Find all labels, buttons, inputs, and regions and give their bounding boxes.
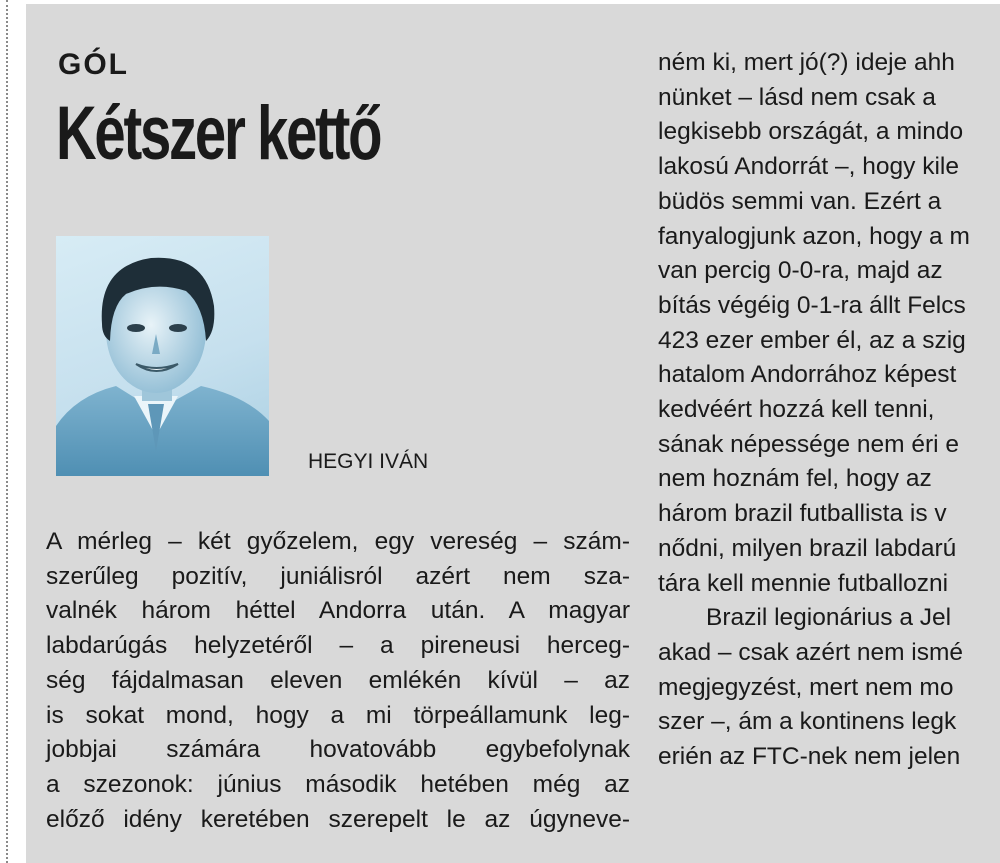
column-panel: [26, 4, 1000, 863]
body-line: kedvéért hozzá kell tenni,: [658, 396, 935, 424]
body-column-right: [658, 46, 1000, 775]
author-photo: [56, 236, 269, 476]
body-line: nünket – lásd nem csak a: [658, 83, 936, 111]
body-line: hatalom Andorrához képest: [658, 361, 957, 389]
body-line: sának népessége nem éri e: [658, 430, 959, 458]
body-line: ném ki, mert jó(?) ideje ahh: [658, 49, 955, 76]
body-line: legkisebb országát, a mindo: [658, 118, 964, 146]
author-byline: HEGYI IVÁN: [308, 450, 429, 473]
dotted-column-divider: [6, 0, 8, 863]
body-line: nem hoznám fel, hogy az: [658, 465, 932, 493]
body-line: van percig 0-0-ra, majd az: [658, 257, 943, 285]
body-line: nődni, milyen brazil labdarú: [658, 534, 957, 562]
body-line: büdös semmi van. Ezért a: [658, 187, 942, 215]
body-line: szer –, ám a kontinens legk: [658, 708, 957, 736]
body-line: előző idény keretében szerepelt le az úgyneve-: [46, 805, 630, 833]
body-line: tára kell mennie futballozni: [658, 569, 949, 597]
body-line: három brazil futballista is v: [658, 500, 947, 528]
body-line: erién az FTC-nek nem jelen: [658, 743, 961, 771]
body-line: labdarúgás helyzetéről – a pireneusi herceg-: [46, 632, 630, 660]
body-column-left: [46, 525, 630, 837]
body-line: jobbjai számára hovatovább egybefolynak: [46, 736, 630, 764]
body-line: lakosú Andorrát –, hogy kile: [658, 153, 959, 181]
body-line: valnék három héttel Andorra után. A magyar: [46, 597, 630, 625]
body-line: szerűleg pozitív, juniálisról azért nem sza-: [46, 562, 630, 590]
body-line: Brazil legionárius a Jel: [706, 604, 952, 632]
body-line: ség fájdalmasan eleven emlékén kívül – az: [46, 666, 630, 694]
body-line: is sokat mond, hogy a mi törpeállamunk leg-: [46, 701, 630, 729]
body-line: fanyalogjunk azon, hogy a m: [658, 222, 970, 250]
body-line: a szezonok: június második hetében még az: [46, 770, 630, 798]
headline: Kétszer kettő: [56, 91, 381, 176]
body-line: akad – csak azért nem ismé: [658, 638, 964, 666]
body-line: 423 ezer ember él, az a szig: [658, 326, 966, 354]
author-portrait-image: [56, 236, 269, 476]
section-kicker: GÓL: [58, 48, 129, 81]
body-line: megjegyzést, mert nem mo: [658, 673, 954, 701]
body-line: bítás végéig 0-1-ra állt Felcs: [658, 291, 966, 319]
body-line: A mérleg – két győzelem, egy vereség – szám-: [46, 528, 630, 555]
